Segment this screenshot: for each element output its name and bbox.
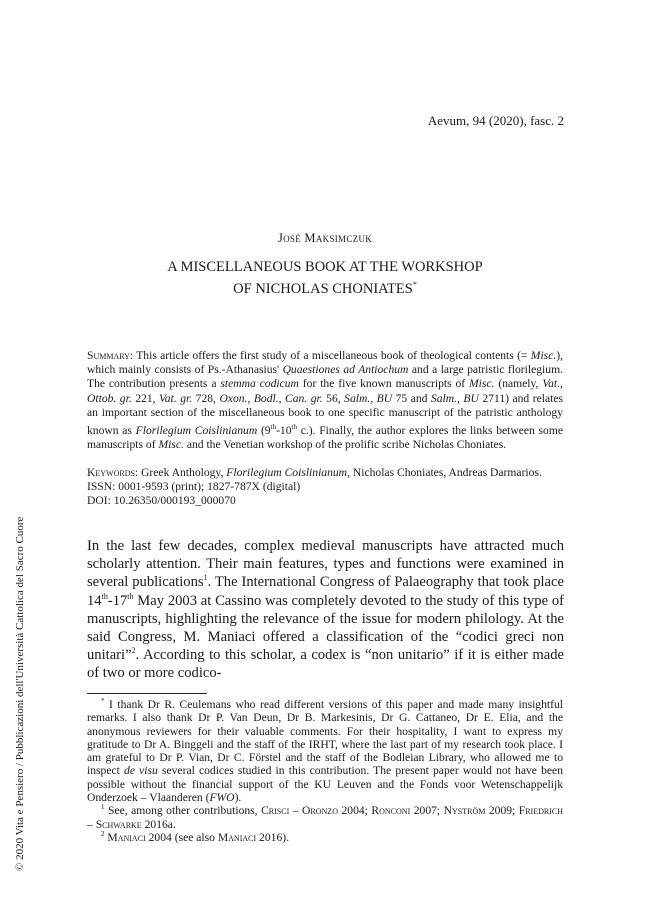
title-line-1: A MISCELLANEOUS BOOK AT THE WORKSHOP bbox=[167, 259, 483, 275]
footnote-mark: 2 bbox=[101, 830, 105, 839]
body-text: In the last few decades, complex medieval manuscripts have attracted much scholarly attention. Their main features, types and functions were examined in several publications bbox=[87, 538, 564, 591]
summary-text: 728, bbox=[192, 391, 220, 405]
summary-superscript: th bbox=[270, 423, 277, 432]
footnote-text: 2004; bbox=[337, 804, 372, 818]
journal-reference: Aevum, 94 (2020), fasc. 2 bbox=[427, 113, 564, 128]
summary-abstract bbox=[87, 349, 563, 452]
article-title bbox=[0, 259, 650, 298]
body-text: . According to this scholar, a codex is “non unitario” if it is either made of two or more codico- bbox=[87, 647, 564, 682]
footnote-ref-2: 2 bbox=[131, 646, 136, 656]
summary-text: c.). Finally, the author explores the links between some manuscripts of bbox=[87, 423, 564, 452]
summary-italic: Vat., Ottob. gr. bbox=[87, 377, 563, 405]
title-line-2 bbox=[0, 276, 650, 298]
summary-text: and a large patristic florilegium. The contribution presents a bbox=[87, 363, 563, 391]
summary-italic: Oxon., Bodl., Can. gr. bbox=[219, 391, 323, 405]
footnote-text: I thank Dr R. Ceulemans who read different versions of this paper and made many insightful remarks. I also thank Dr P. Van Deun, Dr B. Markesinis, Dr G. Cattaneo, Dr E. Elia, and the anonymous reviewers for their valuable comments. For their hospitality, I want to express my gratitude to Dr A. Binggeli and the staff of the IRHT, where the last part of my research took place. I am grateful to Dr P. Vian, Dr C. Förstel and the staff of the Bodleian Library, who allowed me to inspect bbox=[87, 698, 563, 778]
summary-text: (9 bbox=[257, 423, 271, 437]
summary-italic: Misc. bbox=[158, 438, 184, 452]
footnote-italic: de visu bbox=[124, 764, 158, 778]
summary-text: -10 bbox=[276, 423, 292, 437]
footnote-ref-1: 1 bbox=[203, 573, 208, 583]
keywords-label: Keywords: bbox=[87, 466, 139, 479]
body-text: -17 bbox=[107, 592, 128, 609]
footnote-text: 2009; bbox=[485, 804, 519, 818]
footnote-author: Maniaci bbox=[107, 830, 146, 844]
footnote-2 bbox=[87, 831, 563, 844]
footnote-text: 2004 (see also bbox=[145, 830, 218, 844]
keywords-line bbox=[87, 466, 563, 480]
summary-italic: stemma codicum bbox=[220, 377, 299, 391]
summary-text: for the five known manuscripts of bbox=[298, 377, 470, 391]
footnotes-block bbox=[87, 698, 563, 844]
footnote-text: ). bbox=[234, 791, 242, 805]
footnote-author: Crisci – Oronzo bbox=[261, 804, 338, 818]
summary-text: (namely, bbox=[494, 377, 543, 391]
keywords-italic: Florilegium Coislinianum bbox=[226, 466, 348, 479]
body-superscript: th bbox=[127, 591, 134, 601]
summary-text: 75 and bbox=[392, 391, 431, 405]
summary-superscript: th bbox=[291, 423, 297, 432]
summary-text: 2711) and relates an important section of the miscellaneous book to one specific manuscript of the patristic anthology known as bbox=[87, 391, 563, 437]
summary-text: 221, bbox=[131, 391, 160, 405]
footnote-text: 2016). bbox=[256, 830, 290, 844]
summary-text: and the Venetian workshop of the prolific scribe Nicholas Choniates. bbox=[183, 438, 506, 452]
summary-italic: Vat. gr. bbox=[159, 391, 193, 405]
footnote-text: 2007; bbox=[410, 804, 444, 818]
summary-text: 56, bbox=[322, 391, 345, 405]
footnote-author: Friedrich – Schwarke bbox=[87, 804, 563, 831]
footnote-mark: 1 bbox=[101, 803, 105, 812]
footnote-rule bbox=[87, 693, 207, 694]
footnote-text: several codices studied in this contribution. The present paper would not have been possible without the financial support of the KU Leuven and the Fonds voor Wetenschappelijk Onderzoek – Vlaanderen ( bbox=[87, 764, 563, 805]
keywords-text: , Nicholas Choniates, Andreas Darmarios. bbox=[347, 466, 542, 479]
footnote-1 bbox=[87, 804, 563, 831]
issn-line: ISSN: 0001-9593 (print); 1827-787X (digital) bbox=[87, 480, 301, 493]
footnote-mark: * bbox=[101, 697, 105, 706]
footnote-author: Ronconi bbox=[371, 804, 411, 818]
body-text: May 2003 at Cassino was completely devoted to the study of this type of manuscripts, highlighting the relevance of the issue for modern philology. At the said Congress, M. Maniaci offered a classification of the “codici greci non unitari” bbox=[87, 592, 564, 664]
title-footnote-mark: * bbox=[412, 280, 417, 289]
footnote-italic: FWO bbox=[209, 791, 235, 805]
footnote-author: Maniaci bbox=[217, 830, 257, 844]
footnote-text: 2016a. bbox=[141, 817, 176, 831]
doi-line: DOI: 10.26350/000193_000070 bbox=[87, 494, 236, 507]
summary-text: ), which mainly consists of Ps.-Athanasius' bbox=[87, 349, 563, 377]
footnote-star bbox=[87, 698, 563, 804]
keywords-block bbox=[87, 466, 563, 508]
summary-italic: Misc. bbox=[530, 349, 557, 362]
footnote-author: Nyström bbox=[443, 804, 486, 818]
summary-italic: Salm., BU bbox=[344, 391, 393, 405]
footnote-text: See, among other contributions, bbox=[104, 804, 262, 818]
summary-italic: Florilegium Coislinianum bbox=[135, 423, 258, 437]
keywords-text: Greek Anthology, bbox=[138, 466, 227, 479]
summary-italic: Misc. bbox=[469, 377, 495, 391]
body-superscript: th bbox=[101, 591, 108, 601]
title-line-2-text: OF NICHOLAS CHONIATES bbox=[233, 280, 413, 297]
summary-label: Summary: bbox=[87, 349, 134, 362]
summary-text: This article offers the first study of a miscellaneous book of theological contents (= bbox=[133, 349, 531, 362]
body-paragraph bbox=[87, 537, 564, 683]
summary-italic: Quaestiones ad Antiochum bbox=[282, 363, 409, 377]
summary-italic: Salm., BU bbox=[430, 391, 479, 405]
author-name: José Maksimczuk bbox=[277, 231, 373, 245]
body-text: . The International Congress of Palaeography that took place 14 bbox=[87, 574, 564, 609]
copyright-notice: © 2020 Vita e Pensiero / Pubblicazioni dell'Università Cattolica del Sacro Cuore bbox=[14, 516, 26, 871]
